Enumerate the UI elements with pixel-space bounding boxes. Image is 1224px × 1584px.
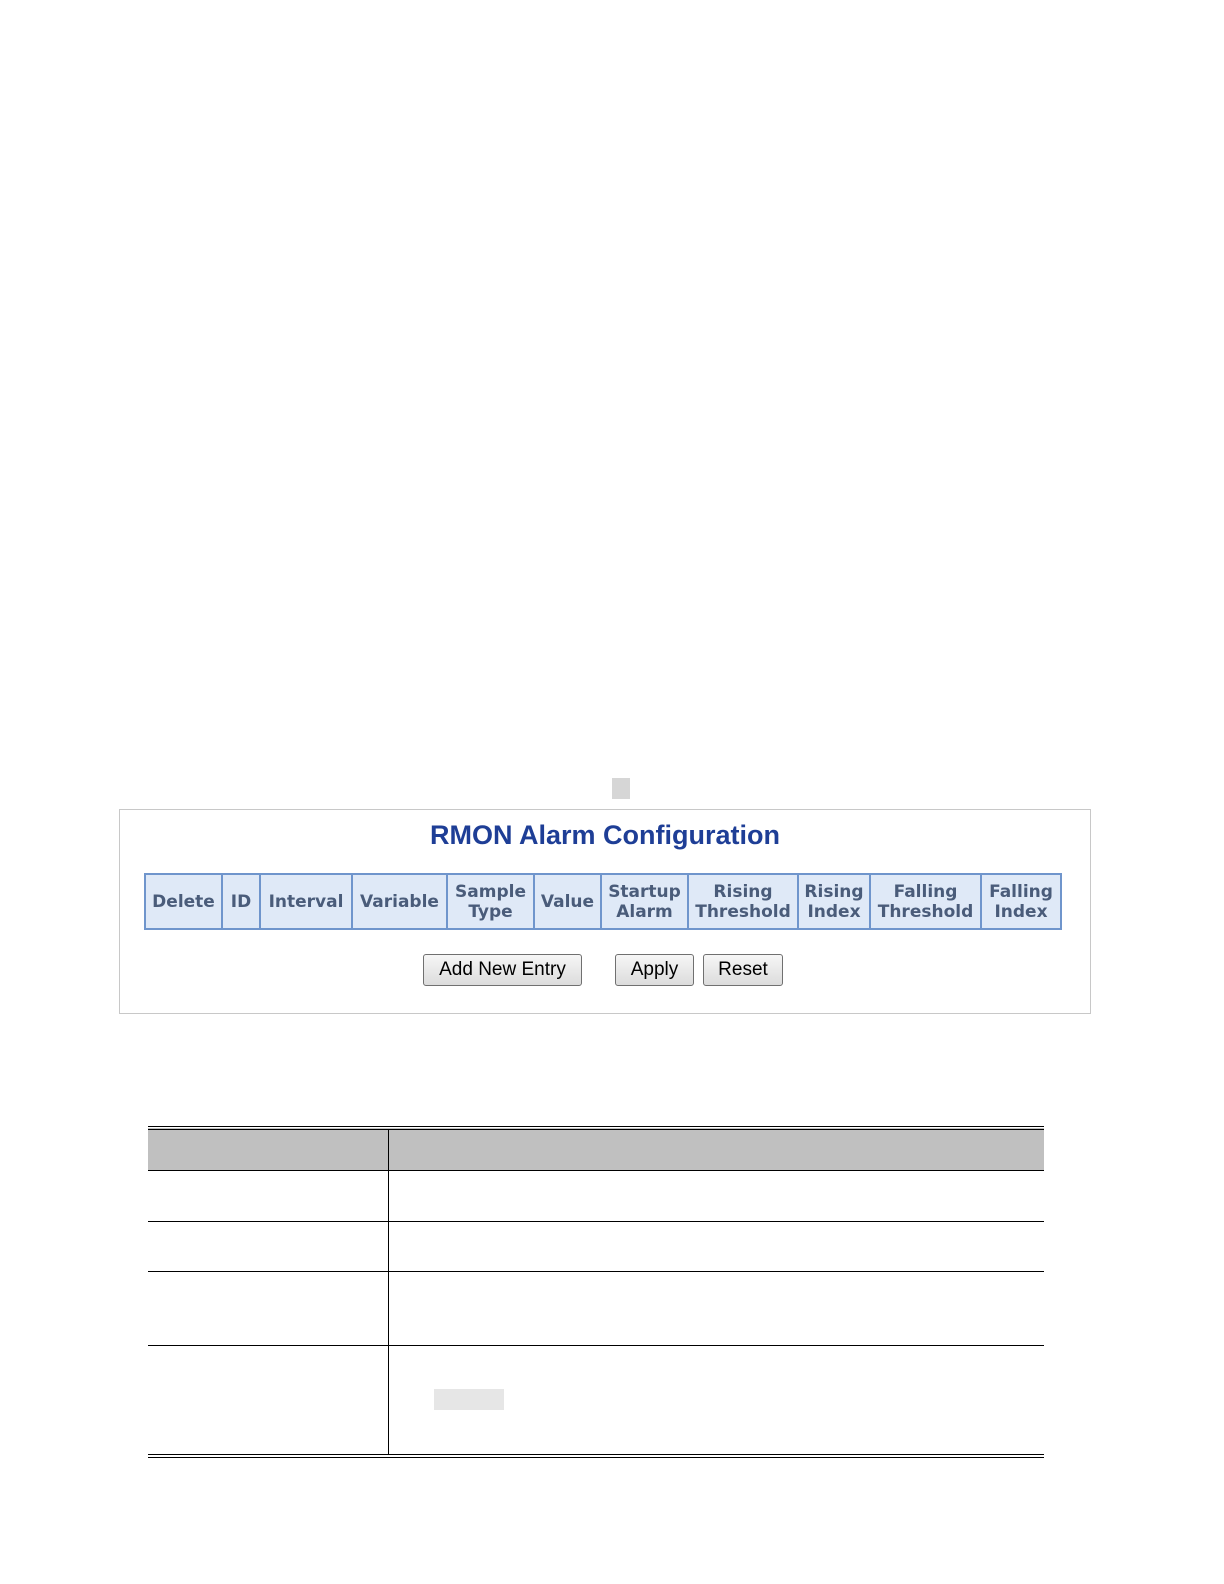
table-cell [148,1346,389,1457]
description-table [148,1126,1044,1458]
column-header-variable: Variable [352,874,447,929]
table-cell [389,1171,1045,1222]
description-header-object [148,1128,389,1171]
caption-placeholder [612,778,630,799]
description-header-row [148,1128,1044,1171]
column-header-interval: Interval [260,874,352,929]
column-header-id: ID [222,874,260,929]
table-cell [389,1272,1045,1346]
add-new-entry-button[interactable]: Add New Entry [423,954,582,986]
column-header-value: Value [534,874,601,929]
table-cell [148,1222,389,1272]
reset-button[interactable]: Reset [703,954,783,986]
apply-button[interactable]: Apply [615,954,694,986]
table-cell [389,1222,1045,1272]
column-header-startup-alarm: Startup Alarm [601,874,688,929]
column-header-sample-type: Sample Type [447,874,534,929]
column-header-delete: Delete [145,874,222,929]
button-placeholder [434,1389,504,1410]
table-row [148,1222,1044,1272]
column-header-falling-index: Falling Index [981,874,1061,929]
table-row [148,1171,1044,1222]
table-cell [389,1346,1045,1457]
column-header-falling-threshold: Falling Threshold [870,874,981,929]
table-row [148,1346,1044,1457]
table-cell [148,1171,389,1222]
table-header-row [145,874,1061,929]
column-header-rising-index: Rising Index [798,874,870,929]
rmon-alarm-panel [119,809,1091,1014]
alarm-table [144,873,1062,930]
table-row [148,1272,1044,1346]
description-header-description [389,1128,1045,1171]
page-title: RMON Alarm Configuration [430,820,780,850]
table-cell [148,1272,389,1346]
column-header-rising-threshold: Rising Threshold [688,874,798,929]
